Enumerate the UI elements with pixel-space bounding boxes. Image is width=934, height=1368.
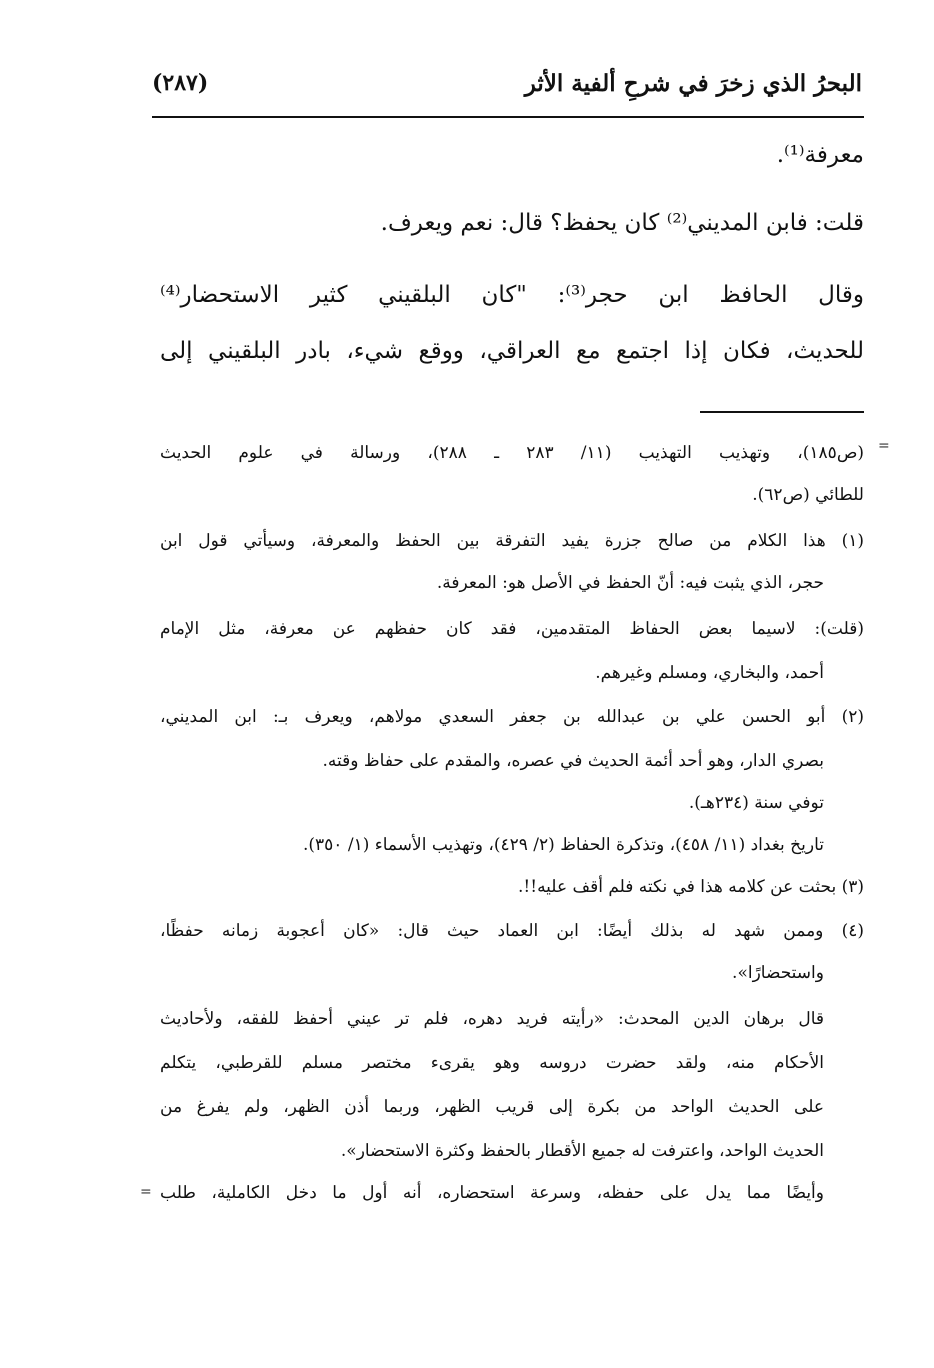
footnote-line: (١) هذا الكلام من صالح جزرة يفيد التفرقة بين الحفظ والمعرفة، وسيأتي قول ابن — [160, 531, 864, 551]
footnote-line: (٢) أبو الحسن علي بن عبدالله بن جعفر السعدي مولاهم، ويعرف بـ: ابن المديني، — [160, 707, 864, 727]
footnote-line: قال برهان الدين المحدث: «رأيته فريد دهره، فلم تر عيني أحفظ للفقه، ولأحاديث — [160, 1009, 824, 1029]
body-line: للحديث، فكان إذا اجتمع مع العراقي، ووقع شيء، بادر البلقيني إلى — [160, 338, 864, 364]
footnote-line: حجر، الذي يثبت فيه: أنّ الحفظ في الأصل هو: المعرفة. — [436, 573, 824, 593]
footnote-line: على الحديث الواحد من بكرة إلى قريب الظهر، وربما أذن الظهر، ولم يفرغ من — [160, 1097, 824, 1117]
body-line: وقال الحافظ ابن حجر⁽³⁾: "كان البلقيني كثير الاستحضار⁽⁴⁾ — [160, 282, 864, 308]
footnote-line: (ص١٨٥)، وتهذيب التهذيب (١١/ ٢٨٣ ـ ٢٨٨)، ورسالة في علوم الحديث — [160, 443, 864, 463]
continuation-mark-top: = — [878, 438, 890, 454]
page-number: (٢٨٧) — [152, 70, 209, 96]
footnote-line: (قلت): لاسيما بعض الحفاظ المتقدمين، فقد كان حفظهم عن معرفة، مثل الإمام — [160, 619, 864, 639]
footnote-line: (٣) بحثت عن كلامه هذا في نكته فلم أقف عليه!!. — [518, 877, 864, 897]
footnote-separator — [700, 411, 864, 413]
footnote-line: تاريخ بغداد (١١/ ٤٥٨)، وتذكرة الحفاظ (٢/ ٤٢٩)، وتهذيب الأسماء (١/ ٣٥٠). — [302, 835, 824, 855]
body-line: قلت: فابن المديني⁽²⁾ كان يحفظ؟ قال: نعم ويعرف. — [380, 210, 864, 236]
body-line: معرفة⁽¹⁾. — [776, 142, 864, 168]
running-header-title: البحرُ الذي زخرَ في شرحِ ألفية الأثر — [524, 70, 862, 97]
footnote-line: توفي سنة (٢٣٤هـ). — [688, 793, 824, 813]
footnote-line: الحديث الواحد، واعترفت له جميع الأقطار بالحفظ وكثرة الاستحضار». — [340, 1141, 824, 1161]
footnote-line: واستحضارًا». — [732, 963, 824, 983]
continuation-mark-bottom: = — [140, 1184, 152, 1200]
footnote-line: بصري الدار، وهو أحد أئمة الحديث في عصره، والمقدم على حفاظ وقته. — [322, 751, 824, 771]
footnote-line: الأحكام منه، ولقد حضرت دروسه وهو يقرىء مختصر مسلم للقرطبي، يتكلم — [160, 1053, 824, 1073]
footnote-line: أحمد، والبخاري، ومسلم وغيرهم. — [595, 663, 824, 683]
footnote-line: وأيضًا مما يدل على حفظه، وسرعة استحضاره، أنه أول ما دخل الكاملية، طلب — [160, 1183, 824, 1203]
footnote-line: للطائي (ص٦٢). — [752, 485, 864, 505]
header-rule — [152, 116, 864, 118]
footnote-line: (٤) وممن شهد له بذلك أيضًا: ابن العماد حيث قال: «كان أعجوبة زمانه حفظًا، — [160, 921, 864, 941]
